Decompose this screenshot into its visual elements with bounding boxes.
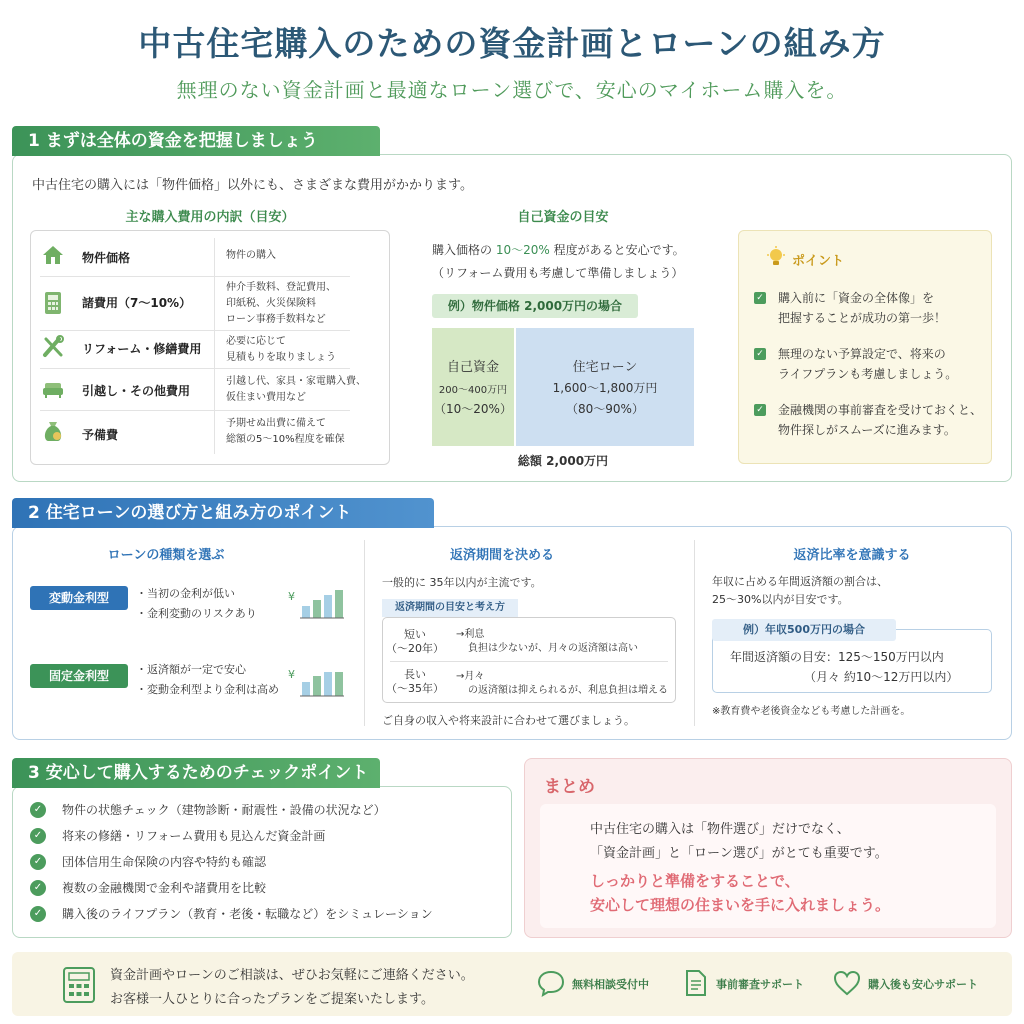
- tools-icon: [40, 334, 66, 360]
- fund-title: 自己資金の目安: [517, 210, 609, 225]
- cost-name: 諸費用（7〜10%）: [82, 296, 192, 310]
- term-tag: 返済期間の目安と考え方: [382, 599, 518, 617]
- point-line: 無理のない予算設定で、将来の: [778, 347, 946, 361]
- cost-desc: [226, 416, 345, 448]
- check-circle-icon: ✓: [30, 906, 46, 922]
- pre-screening-label: 事前審査サポート: [716, 978, 804, 991]
- section-1-heading: 1 まずは全体の資金を把握しましょう: [12, 126, 380, 156]
- total-amount: 総額 2,000万円: [517, 454, 609, 468]
- cost-desc-line: 総額の5〜10%程度を確保: [226, 434, 345, 445]
- row-divider: [40, 368, 350, 369]
- section-1-intro: 中古住宅の購入には「物件価格」以外にも、さまざまな費用がかかります。: [32, 178, 473, 193]
- point-item: [754, 288, 990, 325]
- term-desc-line: →利息: [456, 629, 485, 640]
- ratio-note: ※教育費や老後資金なども考慮した計画を。: [712, 706, 911, 717]
- term-intro: 一般的に 35年以内が主流です。: [382, 576, 542, 589]
- summary-line-1: 中古住宅の購入は「物件選び」だけでなく、: [590, 822, 850, 837]
- term-desc-line: の返済額は抑えられるが、利息負担は増える: [468, 685, 668, 696]
- term-short-label: [386, 628, 444, 656]
- point-title: ポイント: [792, 254, 845, 269]
- term-note: ご自身の収入や将来設計に合わせて選びましょう。: [382, 714, 635, 727]
- cost-desc: 物件の購入: [226, 250, 276, 261]
- term-label-line: 短い: [404, 628, 426, 641]
- rate-chart-icon: [288, 584, 344, 620]
- lightbulb-icon: [766, 246, 786, 268]
- term-desc-line: 負担は少ないが、月々の返済額は高い: [468, 643, 638, 654]
- checkbox-icon: ✓: [754, 348, 766, 360]
- footer-line-2: お客様一人ひとりに合ったプランをご提案いたします。: [110, 992, 434, 1007]
- after-purchase-support-label: 購入後も安心サポート: [868, 978, 978, 991]
- column-divider: [214, 238, 215, 454]
- summary-accent-1: しっかりと準備をすることで、: [590, 872, 800, 890]
- term-label-line: （〜35年）: [386, 682, 444, 695]
- cost-desc-line: 予期せぬ出費に備えて: [226, 418, 326, 429]
- checklist-text: 物件の状態チェック（建物診断・耐震性・設備の状況など）: [62, 803, 386, 817]
- ratio-annual-amount: 年間返済額の目安：125〜150万円以内: [730, 650, 944, 664]
- cost-desc-line: 印紙税、火災保険料: [226, 298, 316, 309]
- loan-percent: （80〜90%）: [566, 402, 644, 416]
- loan-types-title: ローンの種類を選ぶ: [107, 548, 225, 563]
- fund-percent-highlight: 10〜20%: [495, 243, 550, 257]
- heart-icon: [832, 968, 862, 998]
- column-divider: [364, 540, 365, 726]
- cost-name: 予備費: [82, 428, 119, 442]
- own-funds-amount: 200〜400万円: [438, 385, 508, 396]
- point-line: 把握することが成功の第一歩！: [778, 311, 947, 325]
- term-label-line: （〜20年）: [386, 642, 444, 655]
- own-funds-percent: （10〜20%）: [434, 402, 512, 416]
- house-icon: [40, 242, 66, 268]
- page-title: 中古住宅購入のための資金計画とローンの組み方: [138, 24, 886, 63]
- fund-text-part: 購入価格の: [432, 243, 493, 257]
- checklist-text: 複数の金融機関で金利や諸費用を比較: [62, 881, 267, 895]
- point-item: [754, 344, 990, 381]
- calculator-icon: [40, 290, 66, 316]
- row-divider: [40, 410, 350, 411]
- row-divider: [40, 276, 350, 277]
- cost-desc-line: 見積もりを取りましょう: [226, 352, 336, 363]
- variable-desc-line: ・金利変動のリスクあり: [136, 607, 257, 620]
- page-subtitle: 無理のない資金計画と最適なローン選びで、安心のマイホーム購入を。: [176, 78, 848, 102]
- costs-title: 主な購入費用の内訳（目安）: [125, 210, 295, 225]
- fixed-rate-desc: [136, 660, 279, 700]
- term-label-line: 長い: [404, 668, 426, 681]
- ratio-tag: 例）年収500万円の場合: [712, 619, 896, 641]
- term-long-label: [386, 668, 444, 696]
- checkbox-icon: ✓: [754, 292, 766, 304]
- variable-desc-line: ・当初の金利が低い: [136, 587, 235, 600]
- rate-chart-icon: [288, 662, 344, 698]
- calculator-icon: [62, 966, 96, 1004]
- fund-text-part: 程度があると安心です。: [553, 243, 685, 257]
- free-consultation-label: 無料相談受付中: [572, 978, 649, 991]
- check-circle-icon: ✓: [30, 802, 46, 818]
- fund-guideline: [432, 241, 685, 258]
- cost-desc: [226, 334, 336, 366]
- cost-desc: [226, 280, 336, 328]
- term-title: 返済期間を決める: [449, 548, 554, 563]
- row-divider: [40, 330, 350, 331]
- own-funds-label: 自己資金: [446, 360, 499, 375]
- svg-text:¥: ¥: [288, 668, 295, 681]
- checklist-text: 将来の修繕・リフォーム費用も見込んだ資金計画: [62, 829, 326, 843]
- fund-note: （リフォーム費用も考慮して準備しましょう）: [432, 266, 684, 280]
- point-line: 金融機関の事前審査を受けておくと、: [778, 403, 983, 417]
- term-long-desc: [456, 670, 668, 698]
- summary-title: まとめ: [544, 777, 595, 797]
- svg-text:¥: ¥: [288, 590, 295, 603]
- cost-desc-line: 必要に応じて: [226, 336, 286, 347]
- loan-amount: 1,600〜1,800万円: [552, 381, 658, 395]
- fixed-rate-badge: 固定金利型: [30, 664, 128, 688]
- cost-desc-line: ローン事務手数料など: [226, 314, 326, 325]
- cost-desc: [226, 374, 366, 406]
- fixed-desc-line: ・返済額が一定で安心: [136, 663, 246, 676]
- cost-name: リフォーム・修繕費用: [82, 342, 202, 356]
- row-divider: [390, 661, 668, 662]
- point-item: [754, 400, 990, 437]
- section-2-heading: 2 住宅ローンの選び方と組み方のポイント: [12, 498, 434, 528]
- ratio-line-2: 25〜30%以内が目安です。: [712, 593, 849, 606]
- point-line: ライフプランも考慮しましょう。: [778, 367, 958, 381]
- term-short-desc: [456, 628, 638, 656]
- loan-label: 住宅ローン: [572, 360, 638, 375]
- cost-desc-line: 仲介手数料、登記費用、: [226, 282, 336, 293]
- point-line: 購入前に「資金の全体像」を: [778, 291, 935, 305]
- example-tag: 例）物件価格 2,000万円の場合: [432, 294, 638, 318]
- ratio-monthly-amount: （月々 約10〜12万円以内）: [804, 670, 959, 684]
- own-funds-block: [432, 328, 514, 446]
- fixed-desc-line: ・変動金利型より金利は高め: [136, 683, 279, 696]
- cost-desc-line: 仮住まい費用など: [226, 392, 306, 403]
- loan-block: [516, 328, 694, 446]
- check-circle-icon: ✓: [30, 828, 46, 844]
- chat-bubble-icon: [536, 968, 566, 998]
- footer-line-1: 資金計画やローンのご相談は、ぜひお気軽にご連絡ください。: [110, 968, 474, 983]
- section-3-heading: 3 安心して購入するためのチェックポイント: [12, 758, 380, 788]
- checkbox-icon: ✓: [754, 404, 766, 416]
- check-circle-icon: ✓: [30, 880, 46, 896]
- document-icon: [680, 968, 710, 998]
- checklist-text: 購入後のライフプラン（教育・老後・転職など）をシミュレーション: [62, 907, 433, 921]
- variable-rate-desc: [136, 584, 257, 624]
- ratio-title: 返済比率を意識する: [793, 548, 911, 563]
- point-line: 物件探しがスムーズに進みます。: [778, 423, 956, 437]
- cost-desc-line: 引越し代、家具・家電購入費、: [226, 376, 366, 387]
- checklist-text: 団体信用生命保険の内容や特約も確認: [62, 855, 267, 869]
- term-desc-line: →月々: [456, 671, 485, 682]
- cost-name: 引越し・その他費用: [82, 384, 191, 398]
- coin-bag-icon: [40, 418, 66, 444]
- column-divider: [694, 540, 695, 726]
- summary-line-2: 「資金計画」と「ローン選び」がとても重要です。: [590, 846, 888, 861]
- variable-rate-badge: 変動金利型: [30, 586, 128, 610]
- sofa-icon: [40, 376, 66, 402]
- ratio-line-1: 年収に占める年間返済額の割合は、: [712, 575, 888, 588]
- cost-name: 物件価格: [82, 251, 131, 265]
- check-circle-icon: ✓: [30, 854, 46, 870]
- summary-accent-2: 安心して理想の住まいを手に入れましょう。: [590, 896, 891, 914]
